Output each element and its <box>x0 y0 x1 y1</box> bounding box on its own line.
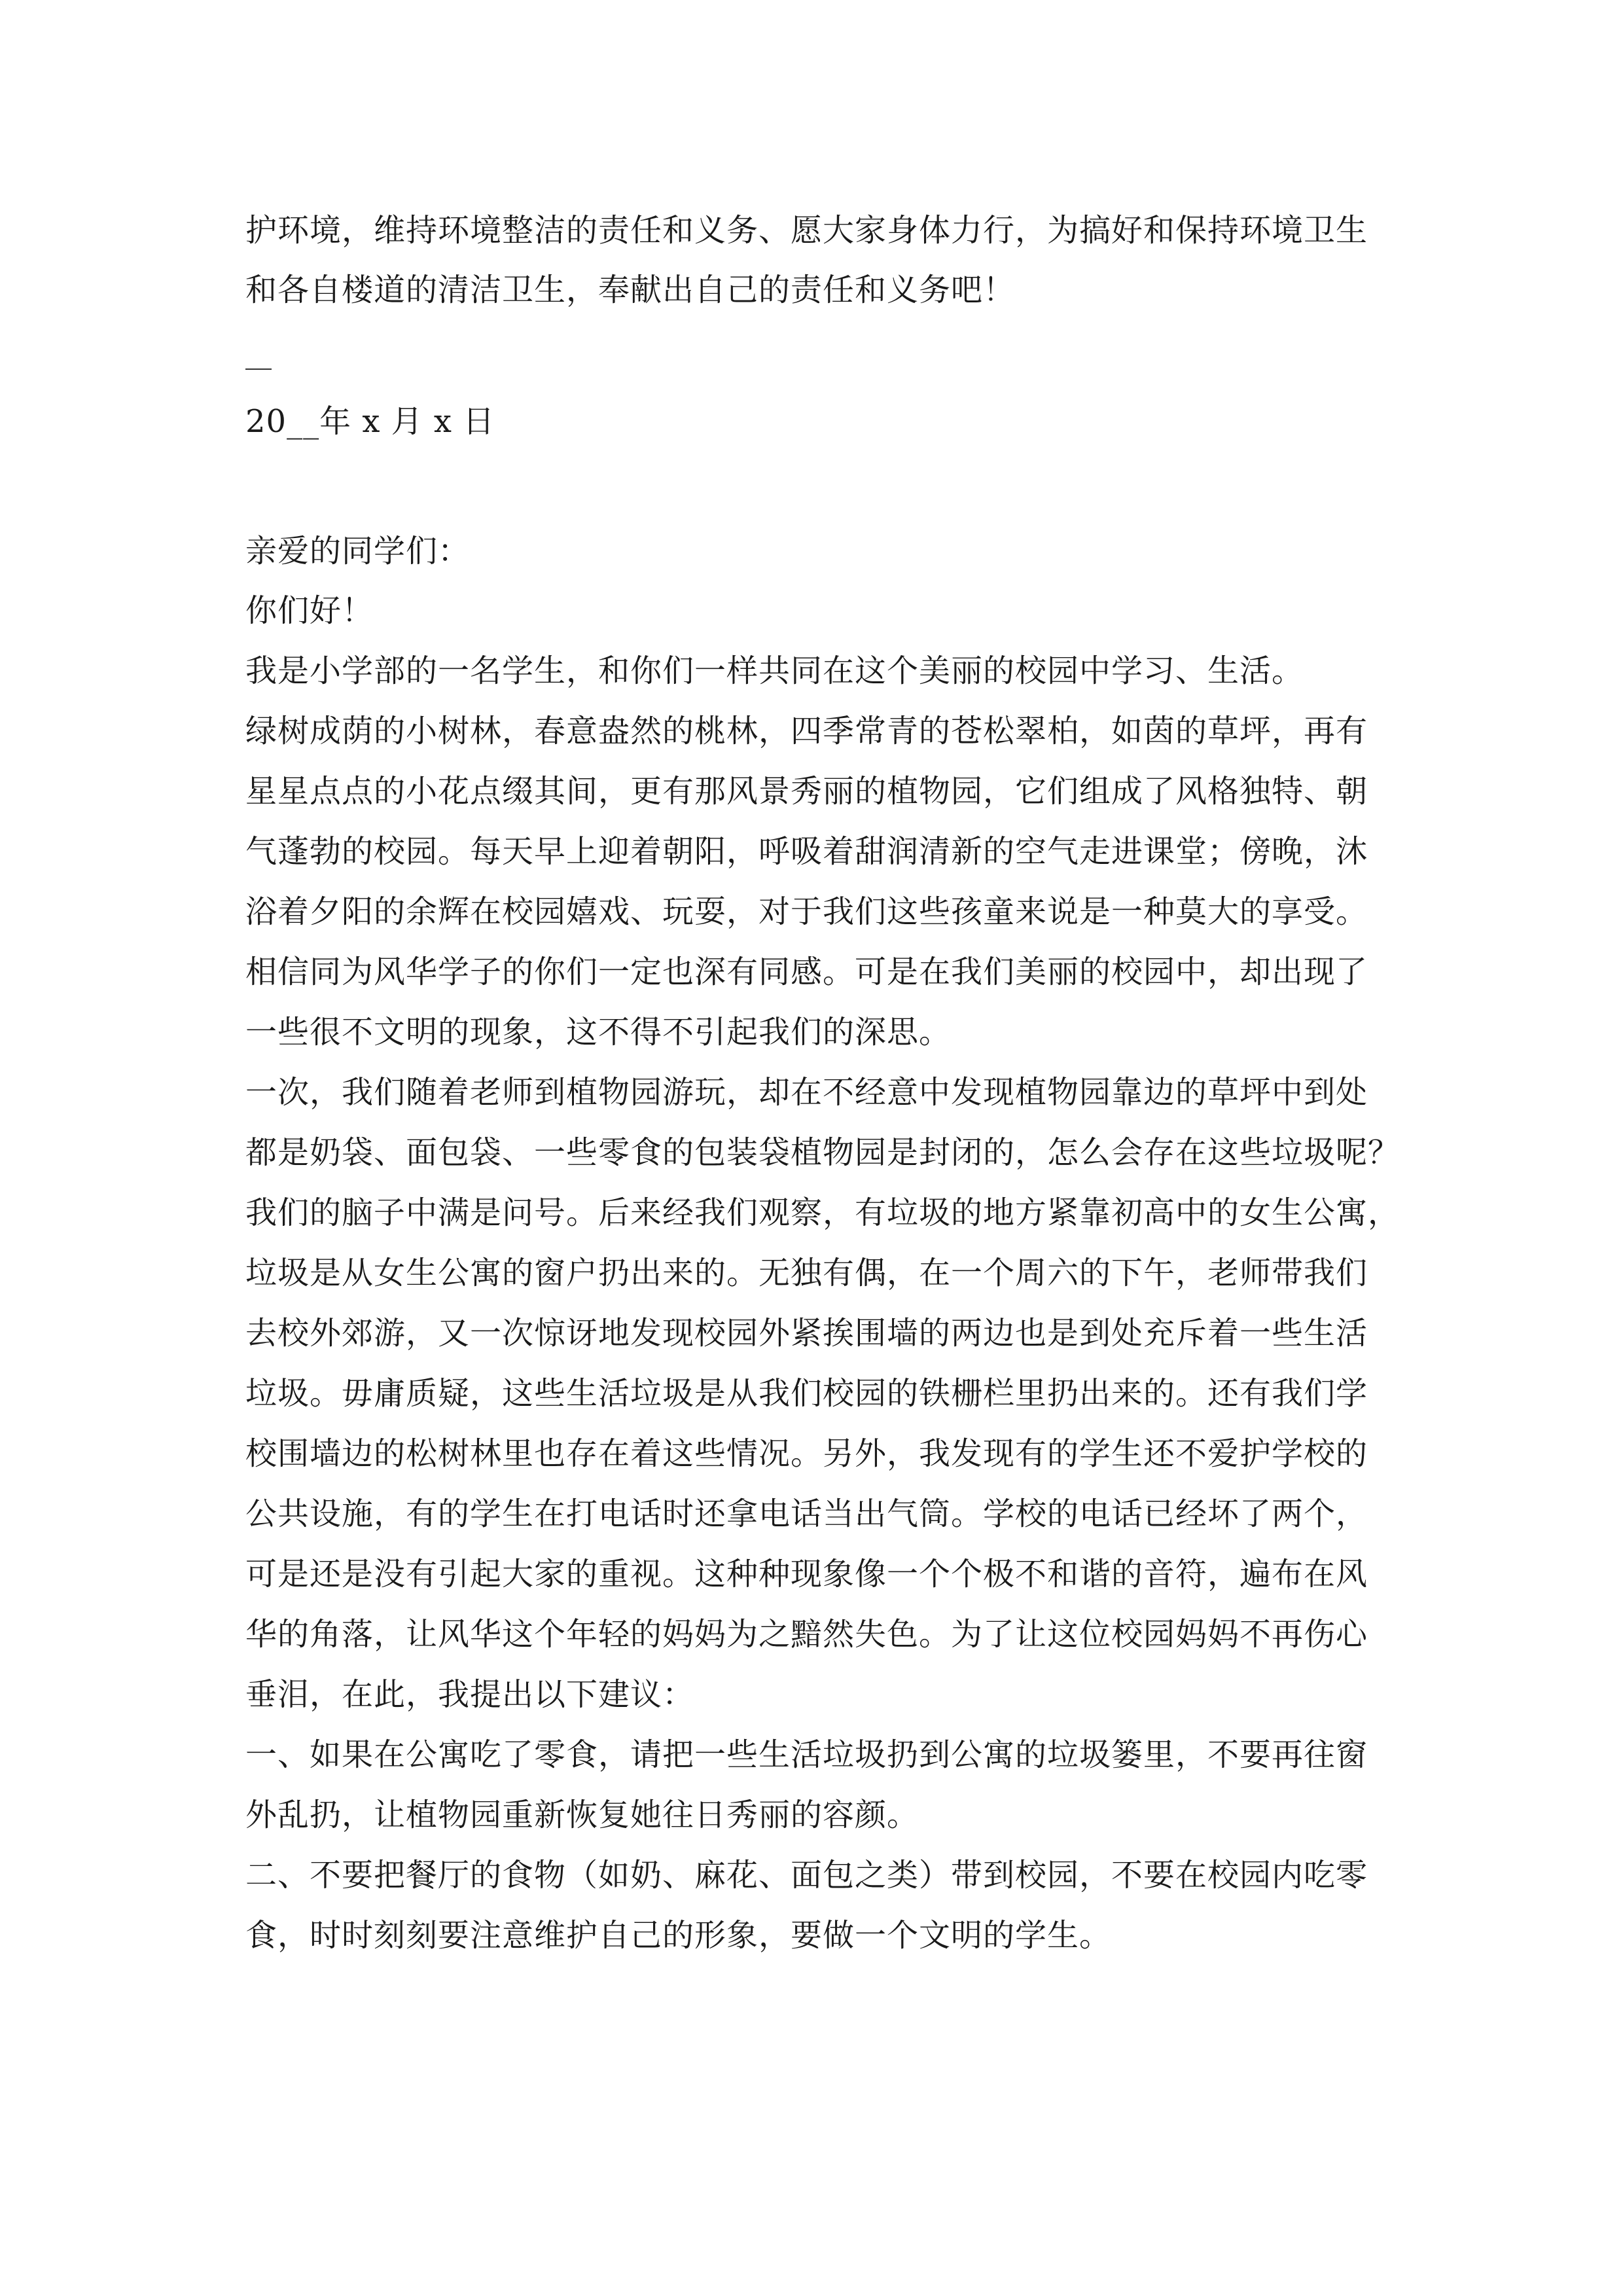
date-line: 20__年 x 月 x 日 <box>245 403 495 440</box>
text-line: 外乱扔，让植物园重新恢复她往日秀丽的容颜。 <box>245 1797 919 1833</box>
text-line: 可是还是没有引起大家的重视。这种种现象像一个个极不和谐的音符，遍布在风 <box>245 1556 1368 1592</box>
text-line: 去校外郊游，又一次惊讶地发现校园外紧挨围墙的两边也是到处充斥着一些生活 <box>245 1315 1368 1352</box>
text-line: 一些很不文明的现象，这不得不引起我们的深思。 <box>245 1014 952 1050</box>
text-line: 浴着夕阳的余辉在校园嬉戏、玩耍，对于我们这些孩童来说是一种莫大的享受。 <box>245 893 1368 930</box>
text-line: 公共设施，有的学生在打电话时还拿电话当出气筒。学校的电话已经坏了两个， <box>245 1496 1368 1532</box>
text-line: 我们的脑子中满是问号。后来经我们观察，有垃圾的地方紧靠初高中的女生公寓， <box>245 1194 1400 1231</box>
text-line: 垃圾。毋庸质疑，这些生活垃圾是从我们校园的铁栅栏里扔出来的。还有我们学 <box>245 1375 1368 1412</box>
text-line: 垂泪，在此，我提出以下建议： <box>245 1676 695 1713</box>
text-line: 都是奶袋、面包袋、一些零食的包装袋植物园是封闭的，怎么会存在这些垃圾呢？ <box>245 1134 1400 1171</box>
salutation: 亲爱的同学们： <box>245 533 471 569</box>
text-line: 校围墙边的松树林里也存在着这些情况。另外，我发现有的学生还不爱护学校的 <box>245 1435 1368 1472</box>
text-line: 气蓬勃的校园。每天早上迎着朝阳，呼吸着甜润清新的空气走进课堂；傍晚，沐 <box>245 833 1368 870</box>
text-line: 护环境，维持环境整洁的责任和义务、愿大家身体力行，为搞好和保持环境卫生 <box>245 212 1368 249</box>
text-line: 食，时时刻刻要注意维护自己的形象，要做一个文明的学生。 <box>245 1917 1112 1954</box>
text-line: 垃圾是从女生公寓的窗户扔出来的。无独有偶，在一个周六的下午，老师带我们 <box>245 1255 1368 1291</box>
text-line: 相信同为风华学子的你们一定也深有同感。可是在我们美丽的校园中，却出现了 <box>245 954 1368 990</box>
text-line: 一次，我们随着老师到植物园游玩，却在不经意中发现植物园靠边的草坪中到处 <box>245 1074 1368 1111</box>
text-line: 星星点点的小花点缀其间，更有那风景秀丽的植物园，它们组成了风格独特、朝 <box>245 773 1368 810</box>
text-line: 和各自楼道的清洁卫生，奉献出自己的责任和义务吧！ <box>245 272 1016 308</box>
text-line: 一、如果在公寓吃了零食，请把一些生活垃圾扔到公寓的垃圾篓里，不要再往窗 <box>245 1736 1368 1773</box>
text-line: 绿树成荫的小树林，春意盎然的桃林，四季常青的苍松翠柏，如茵的草坪，再有 <box>245 713 1368 749</box>
greeting: 你们好！ <box>245 592 374 629</box>
text-line: 我是小学部的一名学生，和你们一样共同在这个美丽的校园中学习、生活。 <box>245 653 1304 689</box>
separator-dash <box>245 368 272 370</box>
text-line: 二、不要把餐厅的食物（如奶、麻花、面包之类）带到校园，不要在校园内吃零 <box>245 1857 1368 1893</box>
text-line: 华的角落，让风华这个年轻的妈妈为之黯然失色。为了让这位校园妈妈不再伤心 <box>245 1616 1368 1653</box>
